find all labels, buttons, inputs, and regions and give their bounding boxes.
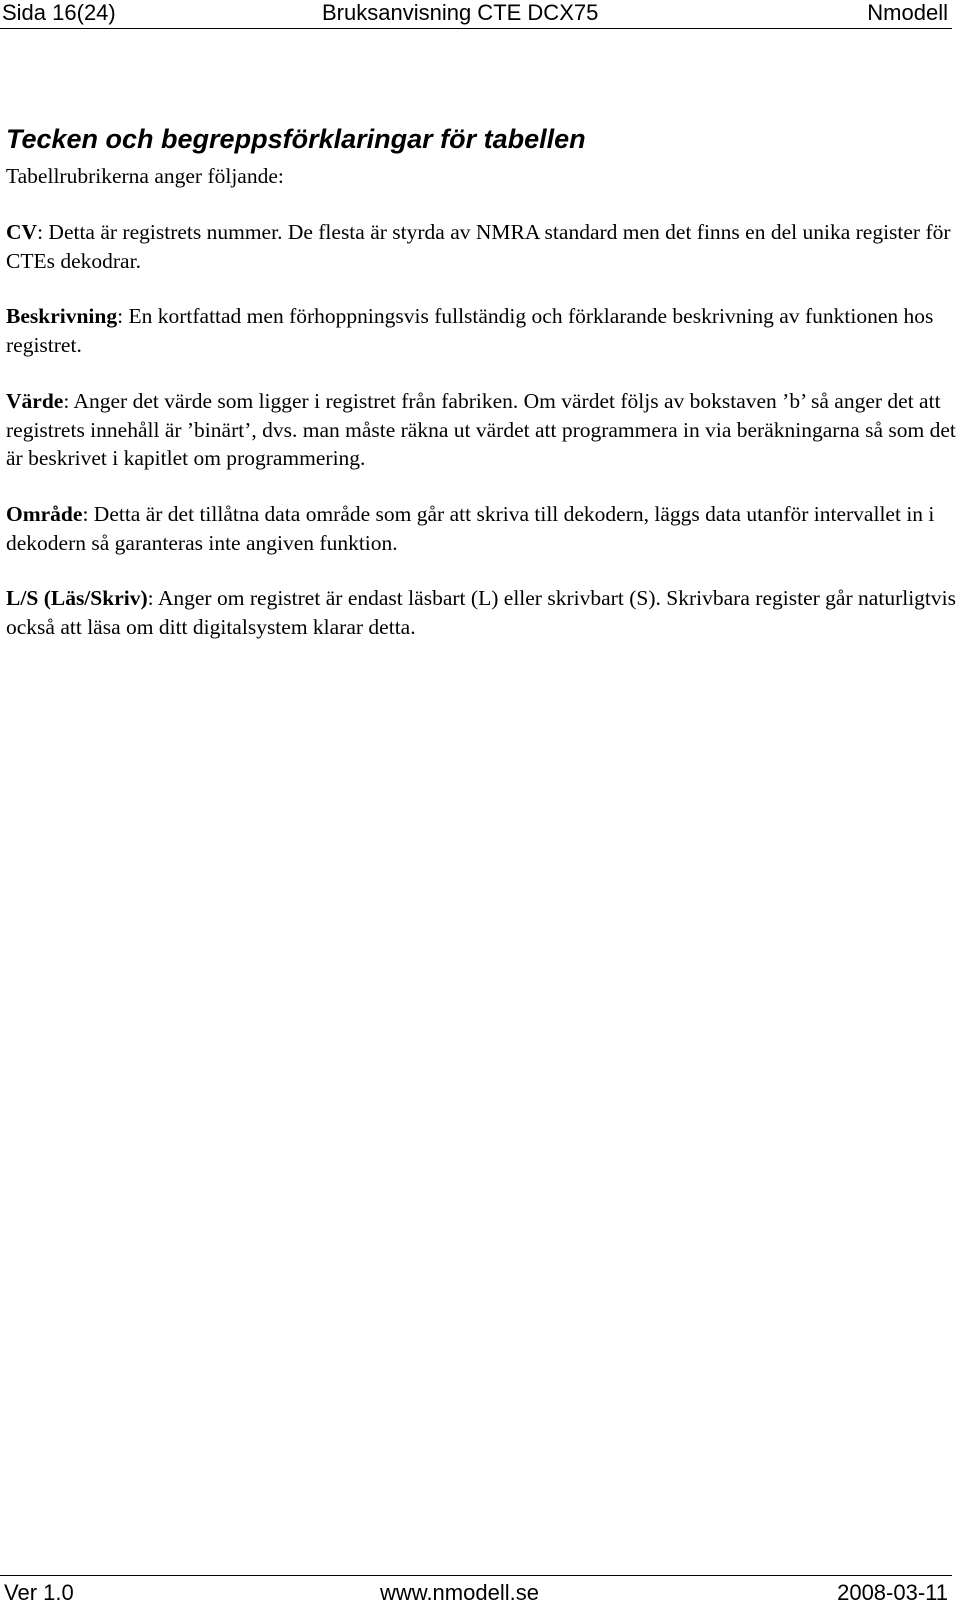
document-title: Bruksanvisning CTE DCX75 bbox=[322, 0, 599, 25]
term-omrade: Område bbox=[6, 502, 83, 526]
document-date: 2008-03-11 bbox=[837, 1580, 948, 1605]
definition-ls-text: : Anger om registret är endast läsbart (L) eller skrivbart (S). Skrivbara register går naturligtvis också att läsa om ditt digitalsystem klarar detta. bbox=[6, 586, 956, 639]
page-footer bbox=[0, 1575, 952, 1608]
term-varde: Värde bbox=[6, 389, 64, 413]
definition-omrade bbox=[6, 500, 956, 557]
page-header bbox=[0, 0, 952, 29]
definition-cv-text: : Detta är registrets nummer. De flesta är styrda av NMRA standard men det finns en del unika register för CTEs dekodrar. bbox=[6, 220, 951, 273]
definition-omrade-text: : Detta är det tillåtna data område som går att skriva till dekodern, läggs data utanför intervallet in i dekodern så garanteras inte angiven funktion. bbox=[6, 502, 935, 555]
term-ls: L/S (Läs/Skriv) bbox=[6, 586, 148, 610]
company-name: Nmodell bbox=[867, 0, 948, 25]
section-heading: Tecken och begreppsförklaringar för tabellen bbox=[6, 124, 586, 154]
definition-cv bbox=[6, 218, 956, 275]
page-number: Sida 16(24) bbox=[2, 0, 116, 25]
website-url: www.nmodell.se bbox=[380, 1580, 539, 1605]
definition-varde-text: : Anger det värde som ligger i registret från fabriken. Om värdet följs av bokstaven ’b’ så anger det att registrets innehåll är ’binärt’, dvs. man måste räkna ut värdet att programmera in via beräkningarna så som det är beskrivet i kapitlet om programmering. bbox=[6, 389, 956, 470]
term-cv: CV bbox=[6, 220, 38, 244]
definition-beskrivning bbox=[6, 302, 956, 359]
definition-varde bbox=[6, 387, 956, 473]
version-label: Ver 1.0 bbox=[4, 1580, 74, 1605]
term-beskrivning: Beskrivning bbox=[6, 304, 118, 328]
intro-paragraph: Tabellrubrikerna anger följande: bbox=[6, 164, 284, 188]
definition-ls bbox=[6, 584, 956, 641]
intro-text bbox=[6, 162, 956, 191]
definition-beskrivning-text: : En kortfattad men förhoppningsvis fullständig och förklarande beskrivning av funktionen hos registret. bbox=[6, 304, 934, 357]
